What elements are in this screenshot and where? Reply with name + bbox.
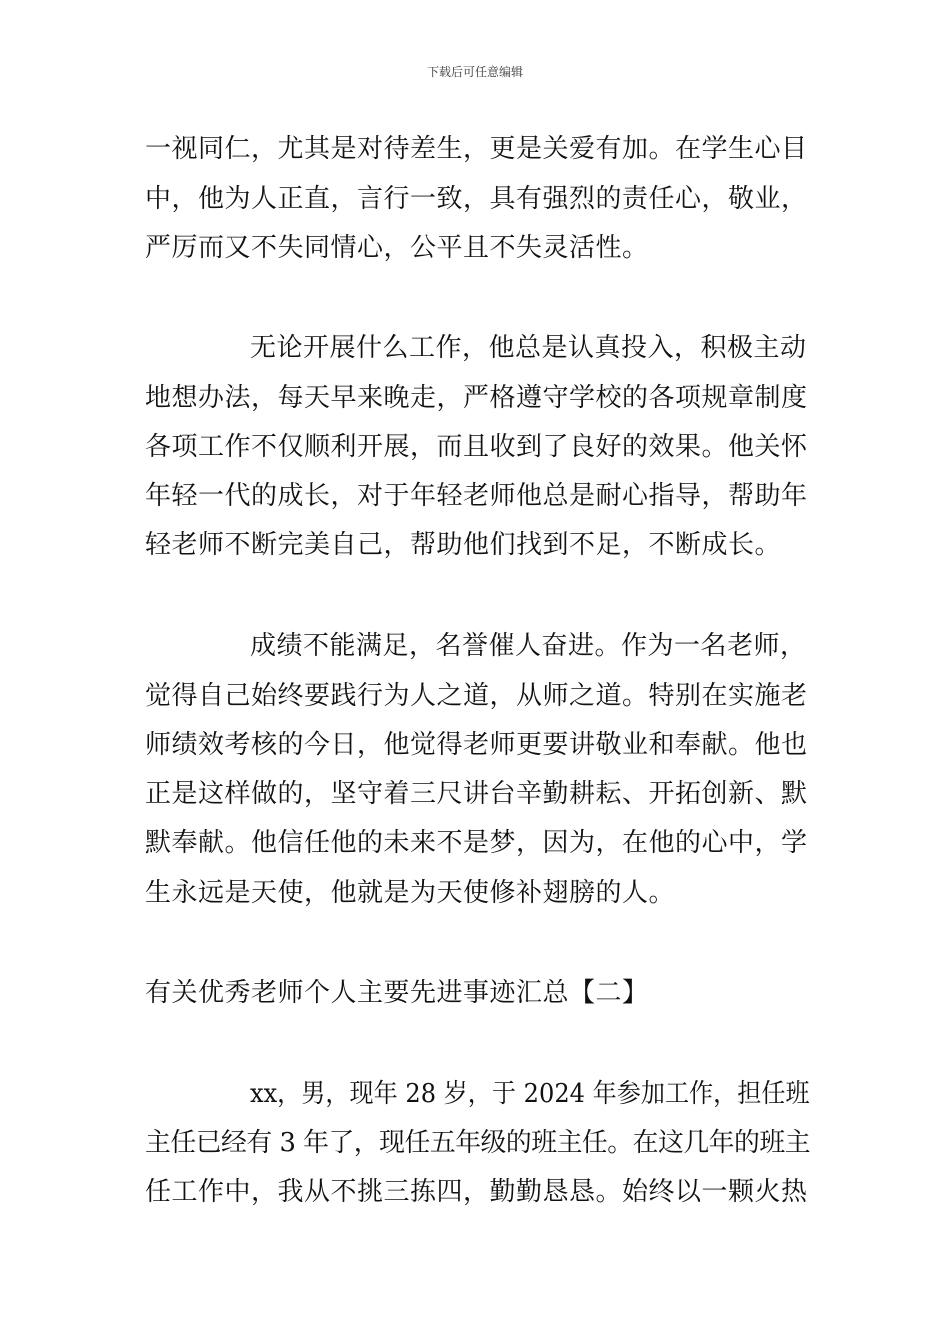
paragraph-line: 主任已经有 3 年了，现任五年级的班主任。在这几年的班主 (145, 1128, 811, 1158)
paragraph-line: 师绩效考核的今日，他觉得老师更要讲敬业和奉献。他也 (145, 730, 808, 760)
paragraph-line: 中，他为人正直，言行一致，具有强烈的责任心，敬业， (145, 184, 808, 214)
paragraph-line: 无论开展什么工作，他总是认真投入，积极主动 (250, 333, 807, 363)
paragraph-line: 默奉献。他信任他的未来不是梦，因为，在他的心中，学 (145, 828, 808, 858)
paragraph-line: 成绩不能满足，名誉催人奋进。作为一名老师， (250, 631, 807, 661)
paragraph-line: 年轻一代的成长，对于年轻老师他总是耐心指导，帮助年 (145, 481, 808, 511)
section-heading: 有关优秀老师个人主要先进事迹汇总【二】 (145, 978, 649, 1008)
paragraph-line: 各项工作不仅顺利开展，而且收到了良好的效果。他关怀 (145, 432, 808, 462)
paragraph-line: xx，男，现年 28 岁，于 2024 年参加工作，担任班 (250, 1079, 810, 1109)
paragraph-line: 地想办法，每天早来晚走，严格遵守学校的各项规章制度 (145, 383, 808, 413)
page-header: 下载后可任意编辑 (426, 65, 523, 79)
paragraph-line: 生永远是天使，他就是为天使修补翅膀的人。 (145, 878, 676, 908)
paragraph-line: 轻老师不断完美自己，帮助他们找到不足，不断成长。 (145, 530, 782, 560)
paragraph-line: 觉得自己始终要践行为人之道，从师之道。特别在实施老 (145, 681, 808, 711)
paragraph-line: 一视同仁，尤其是对待差生，更是关爱有加。在学生心目 (145, 134, 808, 164)
paragraph-line: 任工作中，我从不挑三拣四，勤勤恳恳。始终以一颗火热 (145, 1177, 808, 1207)
paragraph-line: 严厉而又不失同情心，公平且不失灵活性。 (145, 233, 649, 263)
paragraph-line: 正是这样做的，坚守着三尺讲台辛勤耕耘、开拓创新、默 (145, 779, 808, 809)
